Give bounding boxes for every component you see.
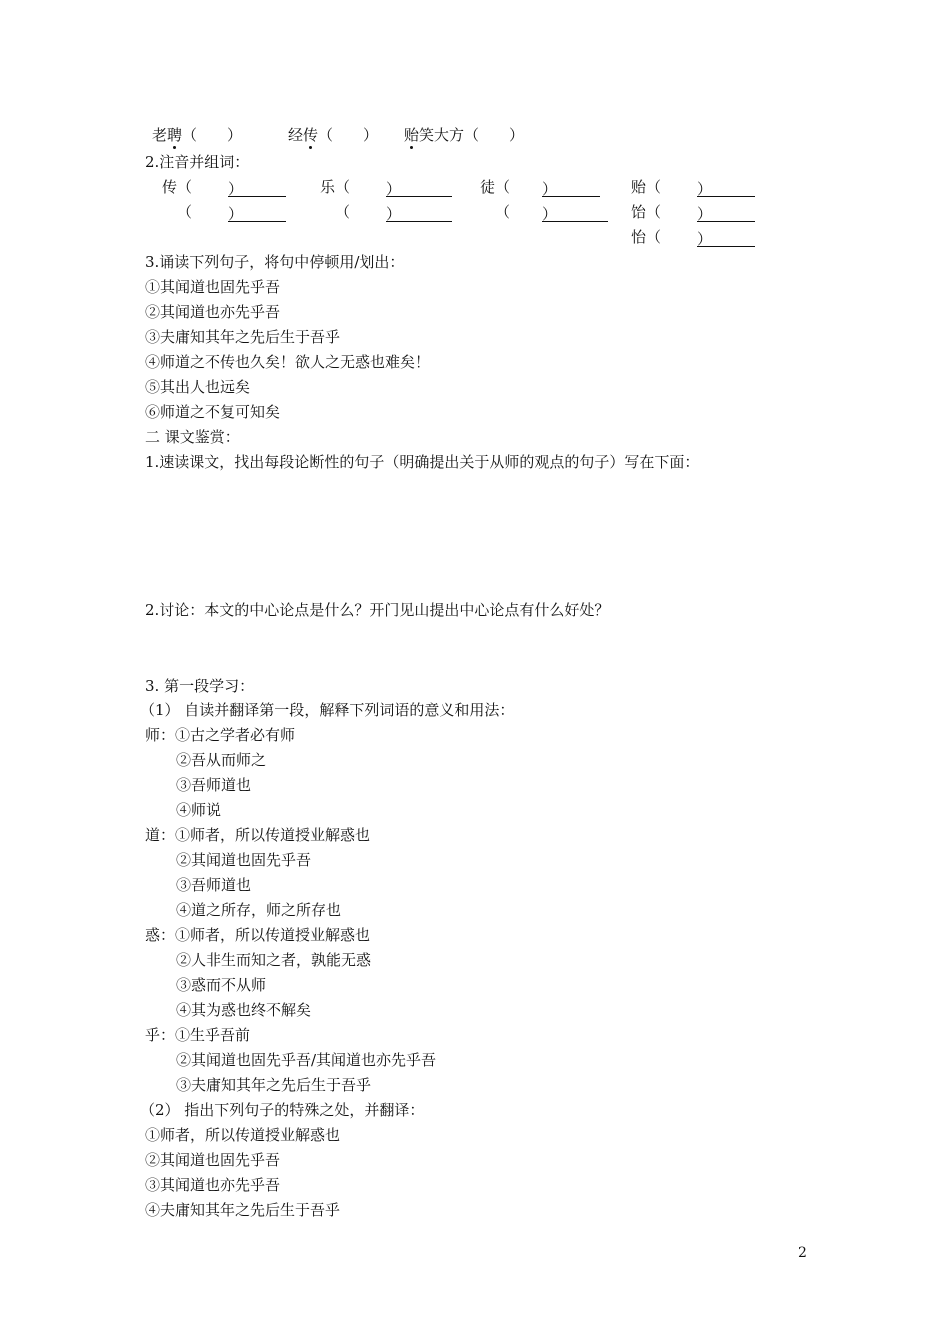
- list-item: ②吾从而师之: [176, 751, 267, 769]
- list-item: ③夫庸知其年之先后生于吾乎: [176, 1076, 372, 1094]
- word-dao: 道：①师者，所以传道授业解惑也: [145, 826, 371, 844]
- pinyin-blank: 饴（ ）: [631, 202, 755, 222]
- q2-heading: 2.注音并组词：: [145, 153, 250, 171]
- question-2: 2.讨论：本文的中心论点是什么？开门见山提出中心论点有什么好处？: [145, 601, 610, 619]
- word-hu: 乎：①生乎吾前: [145, 1026, 251, 1044]
- list-item: ②其闻道也固先乎吾/其闻道也亦先乎吾: [176, 1051, 437, 1069]
- pinyin-blank: 贻（ ）: [631, 177, 755, 197]
- list-item: ③夫庸知其年之先后生于吾乎: [145, 328, 341, 346]
- pinyin-blank: 怡（ ）: [631, 227, 755, 247]
- page-number: 2: [798, 1245, 807, 1261]
- sub-question-1: （1） 自读并翻译第一段，解释下列词语的意义和用法：: [140, 701, 515, 719]
- pinyin-blank: 传（ ）: [162, 177, 286, 197]
- pinyin-blank: （ ）: [495, 202, 608, 222]
- vocab-item-2: 经传（ ）: [288, 126, 379, 144]
- sub-question-2: （2） 指出下列句子的特殊之处，并翻译：: [140, 1101, 425, 1119]
- list-item: ②其闻道也固先乎吾: [176, 851, 312, 869]
- list-item: ④师道之不传也久矣！欲人之无惑也难矣！: [145, 353, 431, 371]
- pinyin-blank: 徒（ ）: [480, 177, 600, 197]
- question-1: 1.速读课文，找出每段论断性的句子（明确提出关于从师的观点的句子）写在下面：: [145, 453, 700, 471]
- dotted-char: 聘: [167, 126, 183, 144]
- vocab-item-1: 老聘（ ）: [152, 126, 243, 144]
- pinyin-blank: 乐（ ）: [320, 177, 452, 197]
- dotted-char: 贻: [404, 126, 420, 144]
- list-item: ⑤其出人也远矣: [145, 378, 251, 396]
- list-item: ②其闻道也固先乎吾: [145, 1151, 281, 1169]
- list-item: ③其闻道也亦先乎吾: [145, 1176, 281, 1194]
- word-huo: 惑：①师者，所以传道授业解惑也: [145, 926, 371, 944]
- question-3: 3. 第一段学习：: [145, 677, 255, 695]
- pinyin-blank: （ ）: [335, 202, 452, 222]
- list-item: ④夫庸知其年之先后生于吾乎: [145, 1201, 341, 1219]
- list-item: ③吾师道也: [176, 776, 252, 794]
- list-item: ③吾师道也: [176, 876, 252, 894]
- list-item: ④道之所存，师之所存也: [176, 901, 342, 919]
- list-item: ③惑而不从师: [176, 976, 267, 994]
- list-item: ④师说: [176, 801, 222, 819]
- list-item: ②其闻道也亦先乎吾: [145, 303, 281, 321]
- vocab-item-3: 贻笑大方（ ）: [404, 126, 525, 144]
- list-item: ①其闻道也固先乎吾: [145, 278, 281, 296]
- list-item: ⑥师道之不复可知矣: [145, 403, 281, 421]
- q3-heading: 3.诵读下列句子，将句中停顿用/划出：: [145, 253, 405, 271]
- list-item: ②人非生而知之者，孰能无惑: [176, 951, 372, 969]
- pinyin-blank: （ ）: [177, 202, 286, 222]
- dotted-char: 传: [303, 126, 319, 144]
- section-heading: 二 课文鉴赏：: [145, 428, 240, 446]
- list-item: ④其为惑也终不解矣: [176, 1001, 312, 1019]
- list-item: ①师者，所以传道授业解惑也: [145, 1126, 341, 1144]
- word-shi: 师：①古之学者必有师: [145, 726, 296, 744]
